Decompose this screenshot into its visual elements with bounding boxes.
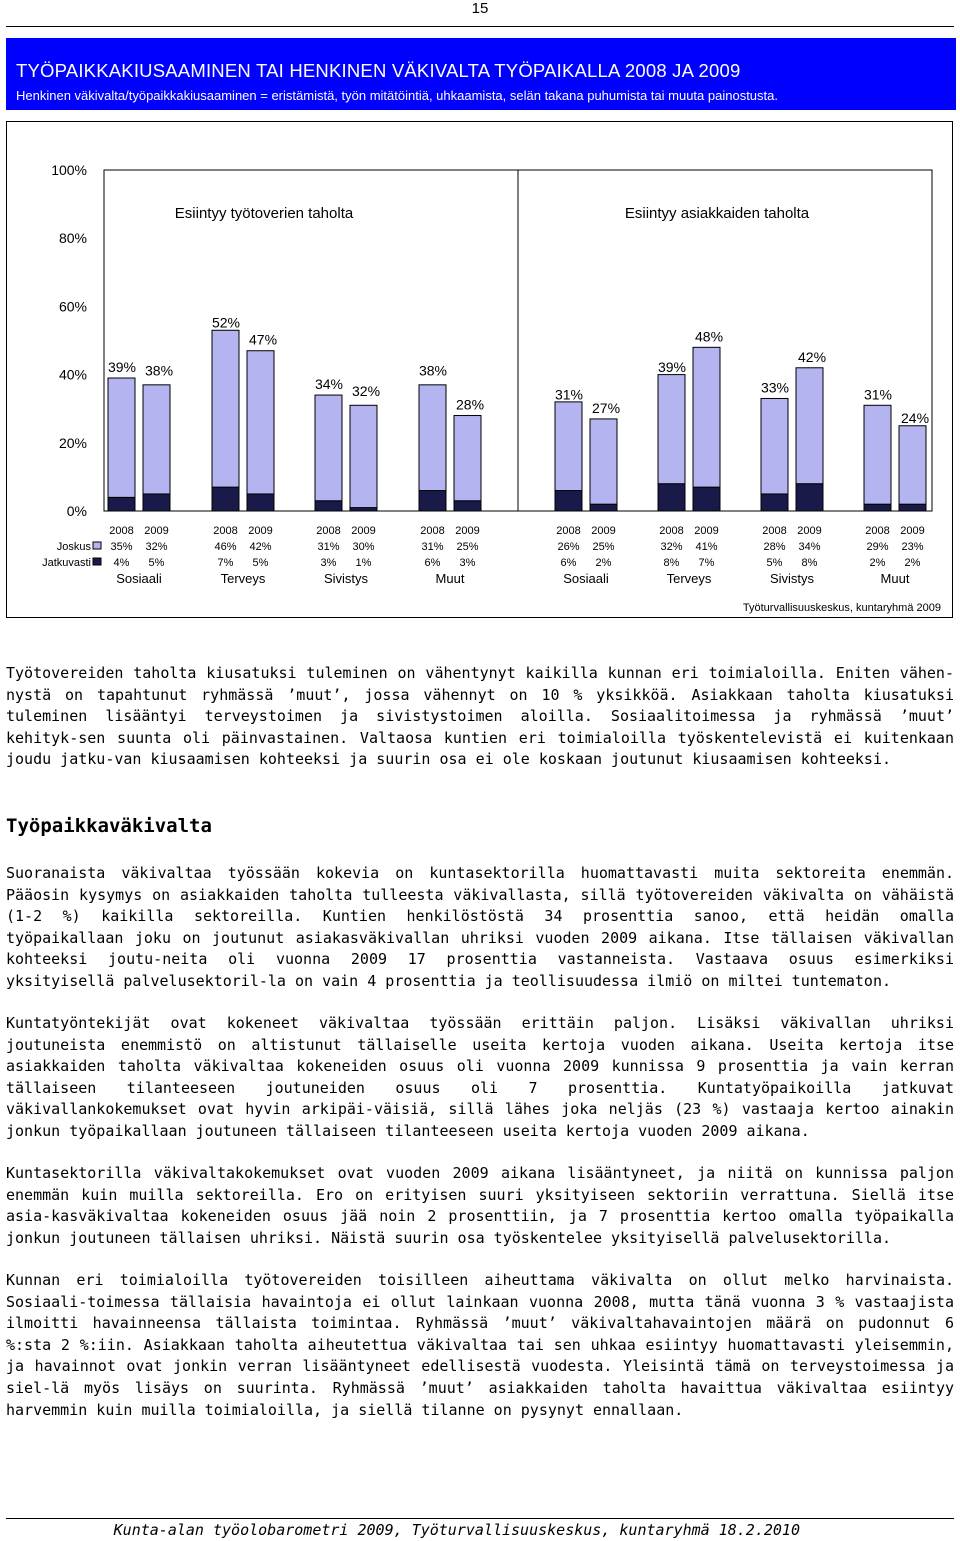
group-label: Sivistys [323,571,369,586]
jatkuvasti-value: 5% [766,557,783,569]
y-tick-label: 100% [51,162,87,178]
panel-title: Esiintyy työtoverien taholta [174,205,354,222]
bar-joskus [693,347,720,487]
jatkuvasti-value: 7% [217,557,234,569]
total-label: 48% [695,328,724,345]
bar-jatkuvasti [212,487,239,511]
bar-jatkuvasti [555,491,582,511]
bar-joskus [555,402,582,491]
paragraph-bullying: Työtovereiden taholta kiusatuksi tuleminen on vähentynyt kaikilla kunnan eri toimialoilla. Eniten vähen-nystä on tapahtunut ryhmässä ’muut’, jossa vähennyt on 10 % yksikköä. Asiakkaan taholta kiusatuksi tuleminen lisääntyi terveystoimen ja sivistystoimen aloilla. Sosiaalitoimessa ja ryhmässä ’muut’ kehityk-sen suunta oli päinvastainen. Valtaosa kuntien eri toimialoilla työskentelevistä ei kuitenkaan joudu jatku-van kiusaamisen kohteeksi ja suurin osa ei ole koskaan joutunut kiusaamisen kohteeksi. [6,664,954,769]
row-label-joskus: Joskus [56,541,91,553]
paragraph-violence-1: Suoranaista väkivaltaa työssään kokevia on kuntasektorilla huomattavasti muita sektoreita enemmän. Pääosin kysymys on asiakkaiden taholta tulleesta väkivallasta, sillä työtovereiden väkivalta on vähäistä (1-2 %) kaikilla sektoreilla. Kuntien henkilöstöstä 34 prosenttia sanoo, että heidän omalla työpaikallaan joku on joutunut asiakasväkivallan uhriksi vuoden 2009 aikana. Itse tällaisen väkivallan kohteeksi joutu-neita oli vuonna 2009 17 prosenttia vastanneista. Vastaava osuus esimerkiksi yksityisellä palvelusektoril-la on vain 4 prosenttia ja teollisuudessa ilmiö on miltei tuntematon. [6,864,954,990]
year-label: 2009 [144,525,169,537]
joskus-value: 42% [249,541,272,553]
bar-jatkuvasti [454,501,481,511]
bar-jatkuvasti [350,508,377,511]
joskus-value: 32% [145,541,168,553]
jatkuvasti-value: 8% [801,557,818,569]
year-label: 2009 [591,525,616,537]
bar-jatkuvasti [899,504,926,511]
total-label: 32% [352,382,381,399]
year-label: 2008 [420,525,445,537]
bar-joskus [315,395,342,501]
year-label: 2008 [762,525,787,537]
chart-frame [6,121,953,618]
joskus-value: 25% [456,541,479,553]
jatkuvasti-value: 1% [355,557,372,569]
y-tick-label: 80% [58,230,87,247]
group-label: Muut [880,571,910,586]
total-label: 38% [418,362,447,379]
bar-jatkuvasti [315,501,342,511]
joskus-value: 35% [110,541,133,553]
joskus-value: 26% [557,541,580,553]
section-heading: Työpaikkaväkivalta [6,815,212,837]
total-label: 39% [107,359,136,376]
total-label: 31% [863,386,892,403]
bar-jatkuvasti [143,494,170,511]
group-label: Muut [435,571,465,586]
bar-joskus [761,398,788,493]
jatkuvasti-value: 2% [595,557,612,569]
bar-jatkuvasti [247,494,274,511]
joskus-value: 29% [866,541,889,553]
jatkuvasti-value: 5% [252,557,269,569]
bar-joskus [864,405,891,504]
joskus-value: 41% [695,541,718,553]
jatkuvasti-value: 4% [113,557,130,569]
banner-title: TYÖPAIKKAKIUSAAMINEN TAI HENKINEN VÄKIVALTA TYÖPAIKALLA 2008 JA 2009 [16,60,741,81]
jatkuvasti-value: 3% [459,557,476,569]
joskus-value: 31% [421,541,444,553]
joskus-value: 32% [660,541,683,553]
total-label: 27% [592,399,621,416]
year-label: 2009 [694,525,719,537]
paragraph-violence-4: Kunnan eri toimialoilla työtovereiden toisilleen aiheuttama väkivalta on ollut melko harvinaista. Sosiaali-toimessa tällaisia havaintoja ei ollut lainkaan vuonna 2008, mutta tänä vuonna 3 % vastaajista ilmoitti havainneensa tällaista toimintaa. Ryhmässä ’muut’ väkivaltahavaintojen määrä on pudonnut 6 %:sta 2 %:iin. Asiakkaan taholta aiheutettua väkivaltaa tai sen uhkaa esiintyy huomattavasti yleisemmin, ja havainnot ovat jonkin verran lisääntyneet edellisestä vuodesta. Yleisintä tämä on terveystoimessa ja siel-lä myös lisäys on suurinta. Ryhmässä ’muut’ asiakkaiden taholta havaittua väkivaltaa esiintyy harvemmin kuin muilla toimialoilla, ja siellä tilanne on pysynyt ennallaan. [6,1271,954,1419]
total-label: 28% [456,396,485,413]
joskus-value: 34% [798,541,821,553]
year-label: 2008 [865,525,890,537]
total-label: 38% [145,362,174,379]
footer-rule [6,1518,954,1519]
jatkuvasti-value: 7% [698,557,715,569]
total-label: 47% [249,331,278,348]
stacked-bar-chart [7,122,952,617]
panel-title: Esiintyy asiakkaiden taholta [624,205,810,222]
group-label: Sosiaali [116,571,162,586]
year-label: 2009 [900,525,925,537]
y-tick-label: 60% [58,298,87,315]
joskus-value: 23% [901,541,924,553]
year-label: 2008 [109,525,134,537]
bar-joskus [899,426,926,504]
joskus-value: 28% [763,541,786,553]
jatkuvasti-value: 2% [869,557,886,569]
total-label: 39% [657,359,686,376]
year-label: 2009 [351,525,376,537]
group-label: Sosiaali [563,571,609,586]
joskus-value: 31% [317,541,340,553]
bar-jatkuvasti [761,494,788,511]
bar-joskus [212,330,239,487]
bar-jatkuvasti [693,487,720,511]
year-label: 2009 [455,525,480,537]
paragraph-violence-2: Kuntatyöntekijät ovat kokeneet väkivaltaa työssään erittäin paljon. Lisäksi väkivallan uhriksi joutuneista enemmistö on altistunut tällaiselle useita kertoja vuoden aikana. Useita kertoja itse asiakkaiden taholta väkivaltaa kokeneiden osuus oli vuonna 2009 kunnissa 9 prosenttia ja vain kerran tällaiseen tilanteeseen joutuneiden osuus oli 7 prosenttia. Kuntatyöpaikoilla jatkuvat väkivallankokemukset ovat hyvin arkipäi-väisiä, sillä lähes joka neljäs (23 %) vastaaja kertoo ainakin jonkun työpaikallaan joutuneen tällaiseen tilanteeseen useita kertoja vuoden 2009 aikana. [6,1014,954,1140]
banner-subtitle: Henkinen väkivalta/työpaikkakiusaaminen = eristämistä, työn mitätöintiä, uhkaamista, selän takana puhumista tai muuta painostusta. [16,88,778,103]
year-label: 2008 [316,525,341,537]
jatkuvasti-value: 2% [904,557,921,569]
joskus-value: 25% [592,541,615,553]
bar-joskus [108,378,135,497]
page-number: 15 [471,0,489,17]
group-label: Terveys [220,571,266,586]
paragraph-violence-3: Kuntasektorilla väkivaltakokemukset ovat vuoden 2009 aikana lisääntyneet, ja niitä on kunnissa paljon enemmän kuin muilla sektoreilla. Ero on erityisen suuri yksityiseen sektoriin verrattuna. Siellä itse asia-kasväkivaltaa kokeneiden osuus jää noin 2 prosenttiin, ja 7 prosenttia kertoo omalla työpaikalla jonkun joutuneen tällaisen uhriksi. Näistä suurin osa työskentelee yksityisellä palvelusektorilla. [6,1164,954,1247]
bar-jatkuvasti [796,484,823,511]
row-label-jatkuvasti: Jatkuvasti [42,557,91,569]
total-label: 31% [554,386,583,403]
year-label: 2008 [659,525,684,537]
y-tick-label: 40% [58,366,87,383]
bar-joskus [419,385,446,491]
y-tick-label: 0% [66,503,87,519]
bar-joskus [247,351,274,494]
jatkuvasti-value: 5% [148,557,165,569]
bar-joskus [350,405,377,507]
group-label: Sivistys [769,571,815,586]
legend-swatch-joskus [93,542,101,549]
jatkuvasti-value: 8% [663,557,680,569]
jatkuvasti-value: 3% [320,557,337,569]
total-label: 24% [901,410,930,427]
group-label: Terveys [666,571,712,586]
bar-joskus [590,419,617,504]
header-rule [6,26,954,27]
year-label: 2008 [213,525,238,537]
year-label: 2008 [556,525,581,537]
chart-source: Työturvallisuuskeskus, kuntaryhmä 2009 [742,602,941,614]
total-label: 42% [798,348,827,365]
bar-jatkuvasti [108,497,135,511]
bar-jatkuvasti [590,504,617,511]
legend-swatch-jatkuvasti [93,558,101,565]
total-label: 34% [314,376,343,393]
joskus-value: 46% [214,541,237,553]
year-label: 2009 [797,525,822,537]
bar-jatkuvasti [419,491,446,511]
footer-text: Kunta-alan työolobarometri 2009, Työturvallisuuskeskus, kuntaryhmä 18.2.2010 [113,1521,800,1539]
bar-jatkuvasti [864,504,891,511]
jatkuvasti-value: 6% [424,557,441,569]
total-label: 33% [760,379,789,396]
bar-joskus [796,368,823,484]
jatkuvasti-value: 6% [560,557,577,569]
y-tick-label: 20% [58,434,87,451]
title-banner [6,38,956,110]
bar-joskus [143,385,170,494]
year-label: 2009 [248,525,273,537]
bar-jatkuvasti [658,484,685,511]
bar-joskus [658,375,685,484]
bar-joskus [454,416,481,501]
total-label: 52% [211,314,240,331]
joskus-value: 30% [352,541,375,553]
